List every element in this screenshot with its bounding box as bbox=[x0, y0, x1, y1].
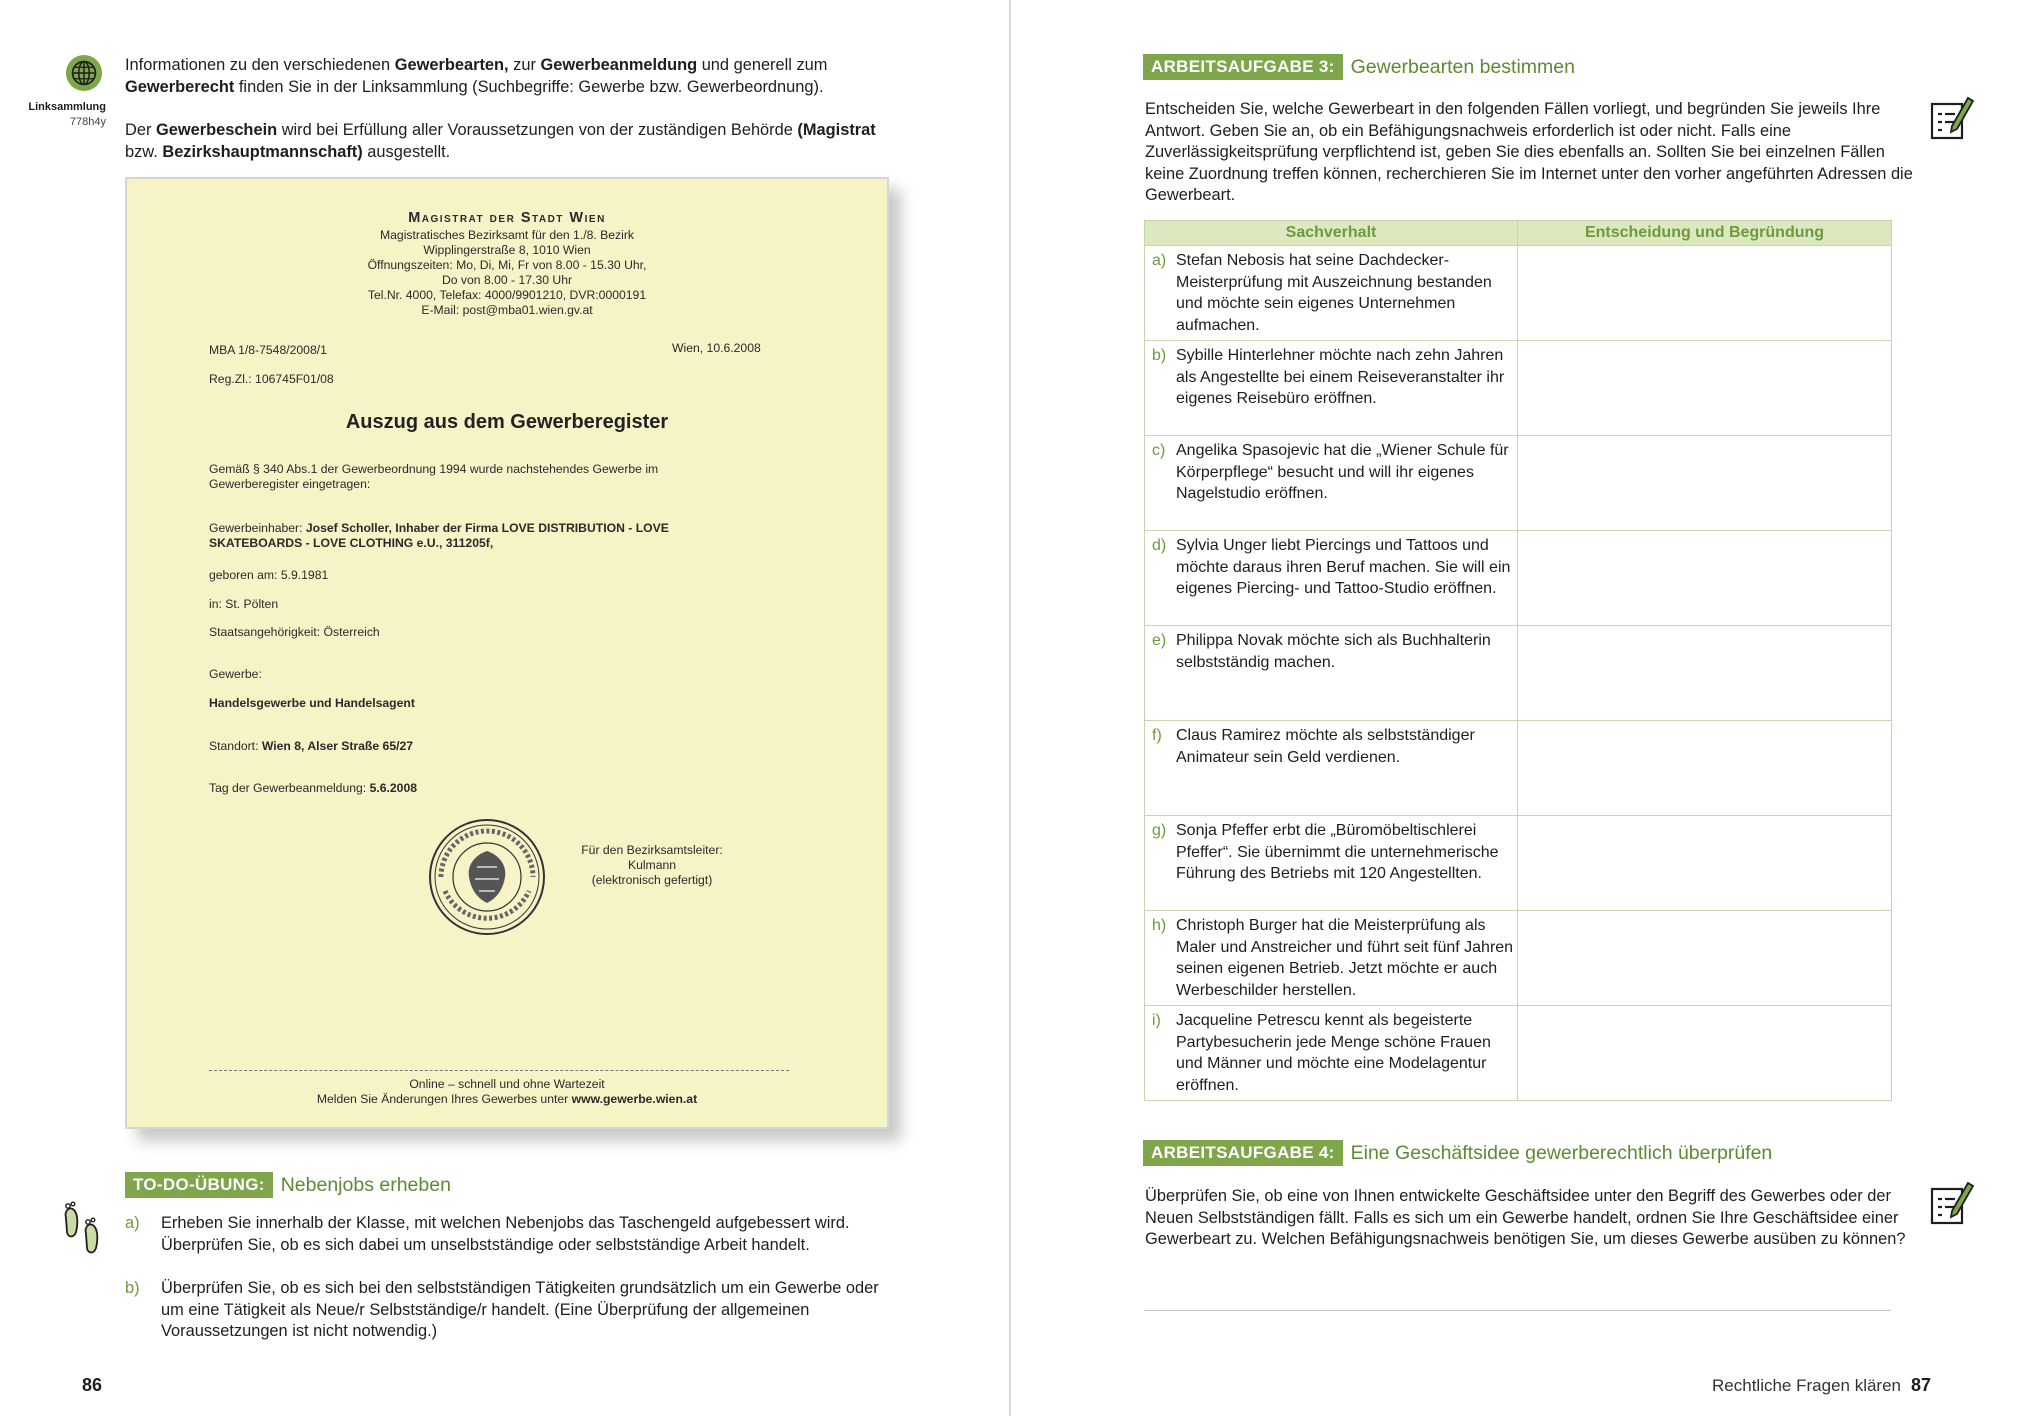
case-text: Claus Ramirez möchte als selbstständiger Animateur sein Geld verdienen. bbox=[1176, 727, 1475, 766]
case-cell bbox=[1145, 531, 1518, 626]
todo-badge: TO-DO-ÜBUNG: bbox=[125, 1172, 273, 1198]
case-letter: a) bbox=[1152, 252, 1167, 269]
answer-cell[interactable] bbox=[1518, 436, 1892, 531]
document-nationality: Staatsangehörigkeit: Österreich bbox=[209, 625, 380, 639]
case-cell bbox=[1145, 341, 1518, 436]
document-header-line: Wipplingerstraße 8, 1010 Wien bbox=[423, 243, 591, 257]
case-cell bbox=[1145, 626, 1518, 721]
document-title: Auszug aus dem Gewerberegister bbox=[345, 411, 669, 433]
document-header-line: Do von 8.00 - 17.30 Uhr bbox=[441, 273, 573, 287]
case-text: Angelika Spasojevic hat die „Wiener Schule für Körperpflege“ besucht und will ihr eigenes Nagelstudio eröffnen. bbox=[1176, 442, 1509, 502]
todo-title: Nebenjobs erheben bbox=[280, 1173, 451, 1196]
task-3-badge: ARBEITSAUFGABE 3: bbox=[1143, 54, 1343, 80]
task-4-title: Eine Geschäftsidee gewerberechtlich überprüfen bbox=[1350, 1141, 1773, 1164]
case-letter: b) bbox=[1152, 347, 1167, 364]
link-collection-label: Linksammlung bbox=[28, 101, 106, 113]
task-3-instructions: Entscheiden Sie, welche Gewerbeart in den folgenden Fällen vorliegt, und begründen Sie jeweils Ihre Antwort. Geben Sie an, ob ein Befähigungsnachweis erforderlich ist oder nicht. Falls eine Zuverlässigkeitsprüfung verpflichtend ist, geben Sie dies ebenfalls an. Sollten Sie bei einzelnen Fällen keine Zuordnung treffen können, recherchieren Sie im Internet unter den vorher angeführten Adressen die Gewerbeart. bbox=[1145, 100, 1913, 204]
intro-2-emphasis: Gewerbeschein bbox=[155, 121, 278, 139]
task-3-title: Gewerbearten bestimmen bbox=[1350, 55, 1575, 78]
todo-item-letter: b) bbox=[125, 1279, 140, 1297]
footprints-icon bbox=[60, 1200, 104, 1262]
table-header-row bbox=[1145, 221, 1892, 246]
todo-item-letter: a) bbox=[125, 1214, 140, 1232]
case-text: Jacqueline Petrescu kennt als begeisterte Partybesucherin jede Menge schöne Frauen und Männer und möchte eine Modelagentur eröffnen. bbox=[1176, 1012, 1491, 1094]
case-table bbox=[1144, 220, 1892, 1101]
intro-1-emphasis: Gewerberecht bbox=[125, 77, 235, 96]
document-header-line: Öffnungszeiten: Mo, Di, Mi, Fr von 8.00 - 15.30 Uhr, bbox=[367, 258, 647, 272]
case-letter: d) bbox=[1152, 537, 1167, 554]
intro-2-emphasis: Bezirkshauptmannschaft) bbox=[162, 142, 363, 161]
intro-1-emphasis: Gewerbearten, bbox=[394, 56, 509, 74]
holder-value: Josef Scholler, Inhaber der Firma LOVE DISTRIBUTION - LOVE bbox=[305, 521, 669, 535]
filing-label: Tag der Gewerbeanmeldung: bbox=[209, 781, 370, 795]
answer-cell[interactable] bbox=[1518, 721, 1892, 816]
todo-item-text: Erheben Sie innerhalb der Klasse, mit welchen Nebenjobs das Taschengeld aufgebessert wird. Überprüfen Sie, ob es sich dabei um unselbstständige oder selbstständige Arbeit handelt. bbox=[161, 1214, 850, 1254]
signature-line: Für den Bezirksamtsleiter: bbox=[581, 843, 723, 857]
case-letter: i) bbox=[1152, 1012, 1161, 1029]
intro-2-text: bzw. bbox=[125, 142, 163, 161]
chapter-title: Rechtliche Fragen klären bbox=[1712, 1376, 1901, 1395]
answer-line[interactable] bbox=[1144, 1310, 1891, 1311]
intro-2-emphasis: (Magistrat bbox=[797, 121, 876, 139]
case-text: Philippa Novak möchte sich als Buchhalterin selbstständig machen. bbox=[1176, 632, 1491, 671]
table-row bbox=[1145, 246, 1892, 341]
legal-line: Gewerberegister eingetragen: bbox=[209, 477, 371, 491]
answer-cell[interactable] bbox=[1518, 531, 1892, 626]
table-row bbox=[1145, 816, 1892, 911]
table-row bbox=[1145, 341, 1892, 436]
case-cell bbox=[1145, 816, 1518, 911]
answer-cell[interactable] bbox=[1518, 626, 1892, 721]
table-row bbox=[1145, 911, 1892, 1006]
signature-block bbox=[557, 843, 747, 888]
answer-cell[interactable] bbox=[1518, 341, 1892, 436]
answer-cell[interactable] bbox=[1518, 911, 1892, 1006]
case-cell bbox=[1145, 721, 1518, 816]
case-letter: h) bbox=[1152, 917, 1167, 934]
case-text: Stefan Nebosis hat seine Dachdecker-Meisterprüfung mit Auszeichnung bestanden und möchte sein eigenes Unternehmen aufmachen. bbox=[1176, 252, 1492, 334]
answer-cell[interactable] bbox=[1518, 246, 1892, 341]
intro-1-text: zur bbox=[508, 56, 541, 74]
document-header bbox=[127, 209, 887, 318]
holder-label: Gewerbeinhaber: bbox=[209, 521, 306, 535]
document-header-line: Tel.Nr. 4000, Telefax: 4000/9901210, DVR:0000191 bbox=[367, 288, 647, 302]
link-collection-code: 778h4y bbox=[69, 116, 106, 128]
case-text: Sylvia Unger liebt Piercings und Tattoos und möchte daraus ihren Beruf machen. Sie will ein eigenes Piercing- und Tattoo-Studio eröffnen. bbox=[1176, 537, 1511, 597]
document-header-line: Magistratisches Bezirksamt für den 1./8. Bezirk bbox=[380, 228, 634, 242]
todo-item-text: Überprüfen Sie, ob es sich bei den selbstständigen Tätigkeiten grundsätzlich um ein Gewerbe oder um eine Tätigkeit als Neue/r Selbstständige/r handelt. (Eine Überprüfung der allgemeinen Voraussetzungen ist nicht notwendig.) bbox=[161, 1279, 879, 1340]
left-page bbox=[0, 0, 1009, 1416]
footer-url: www.gewerbe.wien.at bbox=[571, 1092, 698, 1106]
intro-1-text: finden Sie in der Linksammlung (Suchbegriffe: Gewerbe bzw. Gewerbeordnung). bbox=[234, 77, 824, 96]
todo-exercise-heading bbox=[125, 1172, 451, 1198]
intro-1-text: und generell zum bbox=[697, 56, 828, 74]
case-letter: c) bbox=[1152, 442, 1166, 459]
footer-divider bbox=[209, 1070, 789, 1071]
document-reference: MBA 1/8-7548/2008/1 bbox=[209, 343, 327, 357]
case-text: Sonja Pfeffer erbt die „Büromöbeltischlerei Pfeffer“. Sie übernimmt die unternehmerische Führung des Betriebs mit 120 Angestellten. bbox=[1176, 822, 1499, 882]
intro-2-text: Der bbox=[125, 121, 156, 139]
case-text: Christoph Burger hat die Meisterprüfung als Maler und Anstreicher und führt seit fünf Jahren seinen eigenen Betrieb. Jetzt möchte er auch Werbeschilder herstellen. bbox=[1176, 917, 1514, 999]
table-row bbox=[1145, 721, 1892, 816]
document-filing-date bbox=[209, 781, 417, 796]
table-row bbox=[1145, 626, 1892, 721]
intro-1-emphasis: Gewerbeanmeldung bbox=[540, 56, 698, 74]
task-4-badge: ARBEITSAUFGABE 4: bbox=[1143, 1140, 1343, 1166]
column-header-case: Sachverhalt bbox=[1145, 221, 1518, 246]
column-header-decision: Entscheidung und Begründung bbox=[1518, 221, 1892, 246]
page-number: 86 bbox=[82, 1375, 103, 1395]
legal-line: Gemäß § 340 Abs.1 der Gewerbeordnung 1994 wurde nachstehendes Gewerbe im bbox=[209, 462, 659, 476]
case-letter: e) bbox=[1152, 632, 1167, 649]
case-text: Sybille Hinterlehner möchte nach zehn Jahren als Angestellte bei einem Reiseveranstalter ihr eigenes Reisebüro eröffnen. bbox=[1176, 347, 1505, 407]
document-location bbox=[209, 739, 413, 754]
intro-paragraph-1 bbox=[125, 55, 887, 98]
signature-note: (elektronisch gefertigt) bbox=[591, 873, 713, 887]
footer-line: Online – schnell und ohne Wartezeit bbox=[409, 1077, 605, 1091]
page-number: 87 bbox=[1911, 1375, 1932, 1395]
table-row bbox=[1145, 436, 1892, 531]
case-letter: f) bbox=[1152, 727, 1162, 744]
notes-pen-icon bbox=[1928, 1177, 1976, 1227]
document-trade-value: Handelsgewerbe und Handelsagent bbox=[209, 696, 415, 710]
answer-cell[interactable] bbox=[1518, 816, 1892, 911]
footer-line: Melden Sie Änderungen Ihres Gewerbes unter bbox=[316, 1092, 572, 1106]
globe-icon bbox=[65, 54, 103, 92]
case-cell bbox=[1145, 911, 1518, 1006]
document-footer bbox=[127, 1077, 887, 1107]
intro-2-text: ausgestellt. bbox=[362, 142, 451, 161]
task-3-heading bbox=[1143, 54, 1575, 80]
holder-value-2: SKATEBOARDS - LOVE CLOTHING e.U., 311205f, bbox=[209, 536, 494, 550]
document-authority: Magistrat der Stadt Wien bbox=[408, 210, 606, 226]
task-4-heading bbox=[1143, 1140, 1772, 1166]
document-trade-label: Gewerbe: bbox=[209, 667, 262, 681]
trade-register-extract bbox=[125, 177, 889, 1129]
case-cell bbox=[1145, 246, 1518, 341]
intro-1-text: Informationen zu den verschiedenen bbox=[125, 56, 395, 74]
seal-stamp bbox=[427, 817, 547, 937]
document-register-number: Reg.Zl.: 106745F01/08 bbox=[209, 372, 334, 386]
notes-pen-icon bbox=[1928, 92, 1976, 142]
intro-paragraph-2 bbox=[125, 120, 887, 163]
document-legal-basis bbox=[209, 462, 658, 492]
document-birth-place: in: St. Pölten bbox=[209, 597, 279, 611]
location-value: Wien 8, Alser Straße 65/27 bbox=[261, 739, 414, 753]
document-birth-date: geboren am: 5.9.1981 bbox=[209, 568, 329, 582]
case-cell bbox=[1145, 436, 1518, 531]
document-holder bbox=[209, 521, 669, 551]
document-date: Wien, 10.6.2008 bbox=[672, 341, 761, 355]
right-page bbox=[1011, 0, 2020, 1416]
intro-2-text: wird bei Erfüllung aller Voraussetzungen von der zuständigen Behörde bbox=[277, 121, 798, 139]
location-label: Standort: bbox=[209, 739, 262, 753]
case-cell bbox=[1145, 1006, 1518, 1101]
table-row bbox=[1145, 531, 1892, 626]
table-row bbox=[1145, 1006, 1892, 1101]
answer-cell[interactable] bbox=[1518, 1006, 1892, 1101]
document-header-line: E-Mail: post@mba01.wien.gv.at bbox=[421, 303, 593, 317]
task-4-instructions: Überprüfen Sie, ob eine von Ihnen entwickelte Geschäftsidee unter den Begriff des Gewerbes oder der Neuen Selbstständigen fällt. Falls es sich um ein Gewerbe handelt, ordnen Sie Ihre Geschäftsidee einer Gewerbeart zu. Welchen Befähigungsnachweis benötigen Sie, um dieses Gewerbe ausüben zu können? bbox=[1145, 1187, 1906, 1248]
case-letter: g) bbox=[1152, 822, 1167, 839]
filing-value: 5.6.2008 bbox=[369, 781, 418, 795]
signature-name: Kulmann bbox=[627, 858, 677, 872]
